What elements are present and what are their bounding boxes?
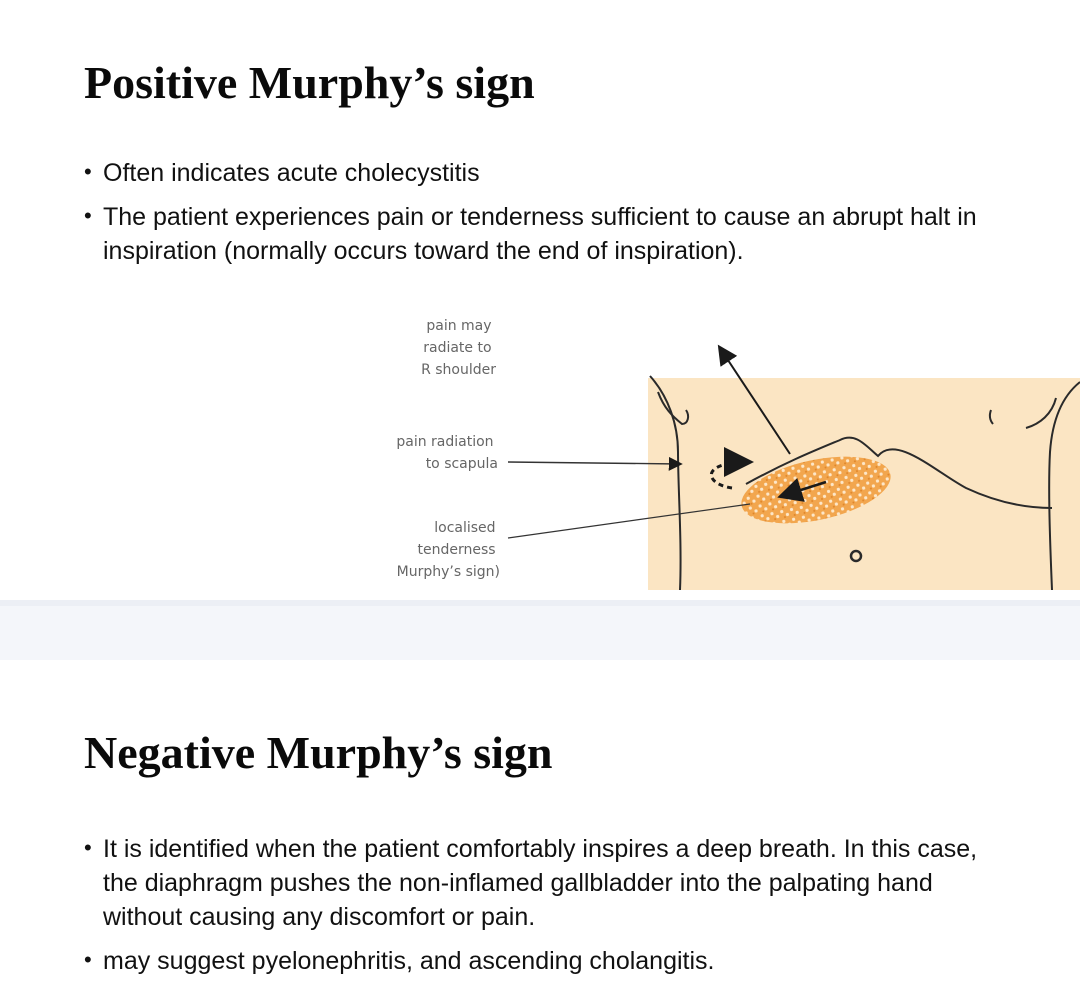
bullet-item: • The patient experiences pain or tenderness sufficient to cause an abrupt halt in inspiration (normally occurs toward the end of inspiration). <box>84 200 1014 268</box>
separator-band <box>0 600 1080 606</box>
label-line: Murphy’s sign) <box>396 564 500 580</box>
murphys-sign-diagram <box>336 312 1080 590</box>
label-localised-tenderness <box>397 520 500 580</box>
label-line: radiate to <box>423 340 492 356</box>
slide-title-negative: Negative Murphy’s sign <box>84 727 553 778</box>
label-radiation-scapula <box>396 434 498 472</box>
label-line: R shoulder <box>421 362 496 378</box>
bullet-item: • It is identified when the patient comfortably inspires a deep breath. In this case, the diaphragm pushes the non-inflamed gallbladder into the palpating hand without causing any discomfort or pain. <box>84 832 1014 934</box>
label-line: localised <box>434 520 496 536</box>
label-line: to scapula <box>425 456 498 472</box>
label-line: pain radiation <box>396 434 494 450</box>
bullet-list-negative <box>84 832 1014 988</box>
bullet-item: • may suggest pyelonephritis, and ascending cholangitis. <box>84 944 1014 978</box>
slide-negative-murphys-sign <box>0 660 1080 1007</box>
label-radiate-shoulder <box>421 318 496 378</box>
label-line: tenderness <box>417 542 496 558</box>
slide-separator <box>0 600 1080 660</box>
bullet-list-positive <box>84 156 1014 278</box>
label-line: pain may <box>426 318 492 334</box>
bullet-item: • Often indicates acute cholecystitis <box>84 156 1014 190</box>
slide-title-positive: Positive Murphy’s sign <box>84 57 535 108</box>
